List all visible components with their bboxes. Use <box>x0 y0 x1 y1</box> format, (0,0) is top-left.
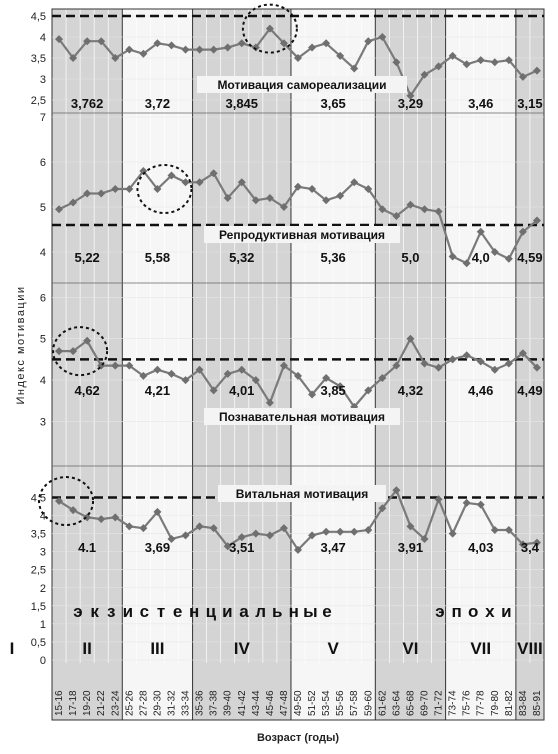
epoch-mean-label: 3,845 <box>225 96 259 111</box>
x-tick-label: 57-58 <box>349 690 361 716</box>
x-tick-label: 73-74 <box>447 690 459 716</box>
epoch-mean-label: 4.1 <box>78 540 97 555</box>
epoch-title-letter: е <box>172 602 183 621</box>
epoch-title-letter: н <box>288 602 299 621</box>
y-tick-label: 1 <box>39 618 46 631</box>
epoch-title-letter: э <box>73 602 83 621</box>
x-tick-label: 59-60 <box>363 690 375 716</box>
y-tick-label: 6 <box>39 157 46 169</box>
x-tick-label: 55-56 <box>335 690 347 716</box>
epoch-title-letter: е <box>322 602 332 621</box>
y-tick-label: 4 <box>39 510 46 523</box>
epoch-mean-label: 4,03 <box>468 540 494 555</box>
y-tick-label: 2,5 <box>30 564 46 577</box>
x-tick-label: 51-52 <box>307 690 319 716</box>
epoch-numeral: II <box>82 639 92 658</box>
epoch-numeral: III <box>150 639 165 658</box>
epoch-title-letter: о <box>468 602 479 621</box>
epoch-title-letter: ы <box>303 602 318 621</box>
y-tick-label: 3 <box>39 546 46 559</box>
y-tick-label: 3 <box>39 74 46 86</box>
x-tick-label: 47-48 <box>278 690 290 716</box>
x-tick-label: 61-62 <box>377 690 389 716</box>
x-tick-label: 39-40 <box>222 690 234 716</box>
epoch-numeral: I <box>9 639 15 658</box>
y-tick-label: 1,5 <box>30 600 46 613</box>
epoch-mean-label: 4,0 <box>471 250 490 265</box>
y-tick-label: 4,5 <box>30 11 46 23</box>
x-tick-label: 35-36 <box>194 690 206 716</box>
x-tick-label: 77-78 <box>475 690 487 716</box>
epoch-title-letter: з <box>106 602 116 621</box>
x-axis-title: Возраст (годы) <box>256 732 340 744</box>
epoch-mean-label: 5,32 <box>229 250 255 265</box>
x-tick-label: 71-72 <box>433 690 445 716</box>
epoch-numeral: V <box>327 639 339 658</box>
x-tick-label: 81-82 <box>503 690 515 716</box>
x-tick-label: 19-20 <box>82 690 94 716</box>
x-tick-label: 45-46 <box>264 690 276 716</box>
x-tick-label: 65-68 <box>405 690 417 716</box>
y-axis-title: Индекс мотивации <box>15 285 27 405</box>
panel-title: Мотивация самореализации <box>217 78 387 92</box>
epoch-title-letter: л <box>255 602 267 621</box>
x-tick-label: 75-76 <box>461 690 473 716</box>
epoch-title-letter: х <box>485 602 495 621</box>
epoch-numeral: VII <box>470 639 492 658</box>
x-tick-label: 31-32 <box>166 690 178 716</box>
y-tick-label: 3,5 <box>30 528 46 541</box>
epoch-numeral: VIII <box>517 639 543 658</box>
panel-title: Познавательная мотивация <box>218 410 386 424</box>
y-tick-label: 6 <box>39 292 46 305</box>
epoch-mean-label: 3,91 <box>397 540 424 555</box>
epoch-mean-label: 3,46 <box>468 96 494 111</box>
epoch-mean-label: 4,21 <box>144 383 171 398</box>
x-tick-label: 21-22 <box>96 690 108 716</box>
epoch-title-letter: с <box>139 602 150 621</box>
y-tick-label: 4 <box>39 247 46 259</box>
epoch-numeral: VI <box>402 639 419 658</box>
x-tick-label: 23-24 <box>110 690 122 716</box>
y-tick-label: 3,5 <box>30 53 46 65</box>
y-tick-label: 2 <box>39 582 46 595</box>
epoch-title-letter: и <box>501 602 512 621</box>
epoch-title-letter: и <box>122 602 134 621</box>
epoch-title-letter: к <box>90 602 99 621</box>
epoch-mean-label: 5,58 <box>144 250 171 265</box>
epoch-mean-label: 5,22 <box>74 250 100 265</box>
panel-title: Витальная мотивация <box>235 487 369 501</box>
epoch-mean-label: 4,59 <box>517 250 543 265</box>
epoch-mean-label: 5,36 <box>320 250 346 265</box>
x-tick-label: 63-64 <box>391 690 403 716</box>
x-tick-label: 15-16 <box>54 690 66 716</box>
x-tick-label: 25-26 <box>124 690 136 716</box>
epoch-mean-label: 4,62 <box>74 383 100 398</box>
y-tick-label: 5 <box>39 202 46 214</box>
epoch-mean-label: 4,01 <box>229 383 255 398</box>
epoch-mean-label: 3,69 <box>144 540 171 555</box>
epoch-title-letter: и <box>222 602 233 621</box>
y-tick-label: 2,5 <box>30 95 46 107</box>
x-tick-label: 79-80 <box>489 690 501 716</box>
epoch-mean-label: 3,4 <box>520 540 539 555</box>
epoch-mean-label: 3,47 <box>320 540 346 555</box>
epoch-title-letter: н <box>189 602 200 621</box>
epoch-title-letter: т <box>156 602 166 621</box>
epoch-mean-label: 3,29 <box>397 96 424 111</box>
x-tick-label: 69-70 <box>419 690 431 716</box>
epoch-title-letter: ц <box>205 602 217 621</box>
epoch-title-letter: ь <box>271 602 283 621</box>
x-tick-label: 27-28 <box>138 690 150 716</box>
y-tick-label: 3 <box>39 416 46 429</box>
epoch-mean-label: 3,65 <box>320 96 346 111</box>
x-tick-label: 49-50 <box>293 690 304 716</box>
y-tick-label: 0,5 <box>30 636 46 649</box>
epoch-numeral: IV <box>233 639 250 658</box>
epoch-mean-label: 3,15 <box>517 96 543 111</box>
x-tick-label: 41-42 <box>236 690 248 716</box>
epoch-title-letter: п <box>451 602 462 621</box>
epoch-title-letter: а <box>239 602 249 621</box>
x-tick-label: 53-54 <box>321 690 333 716</box>
x-tick-label: 37-38 <box>208 690 220 716</box>
epoch-mean-label: 5,0 <box>401 250 420 265</box>
epoch-title-letter: э <box>435 602 445 621</box>
epoch-mean-label: 3,762 <box>70 96 104 111</box>
y-tick-label: 4,5 <box>30 492 46 505</box>
x-tick-label: 29-30 <box>152 690 164 716</box>
y-tick-label: 0 <box>39 655 46 667</box>
epoch-mean-label: 4,32 <box>397 383 424 398</box>
epoch-mean-label: 4,46 <box>468 383 494 398</box>
y-tick-label: 5 <box>39 333 46 346</box>
x-tick-label: 43-44 <box>250 690 262 716</box>
x-tick-label: 17-18 <box>68 690 80 716</box>
epoch-mean-label: 3,85 <box>320 383 346 398</box>
y-tick-label: 4 <box>39 32 46 44</box>
panel-title: Репродуктивная мотивация <box>218 228 386 242</box>
epoch-mean-label: 3,51 <box>229 540 255 555</box>
x-tick-label: 33-34 <box>180 690 192 716</box>
x-tick-label: 83-84 <box>517 690 529 716</box>
epoch-mean-label: 4,49 <box>517 383 543 398</box>
y-tick-label: 7 <box>39 112 46 124</box>
x-tick-label: 85-91 <box>531 690 543 716</box>
epoch-mean-label: 3,72 <box>144 96 171 111</box>
y-tick-label: 4 <box>39 375 46 388</box>
